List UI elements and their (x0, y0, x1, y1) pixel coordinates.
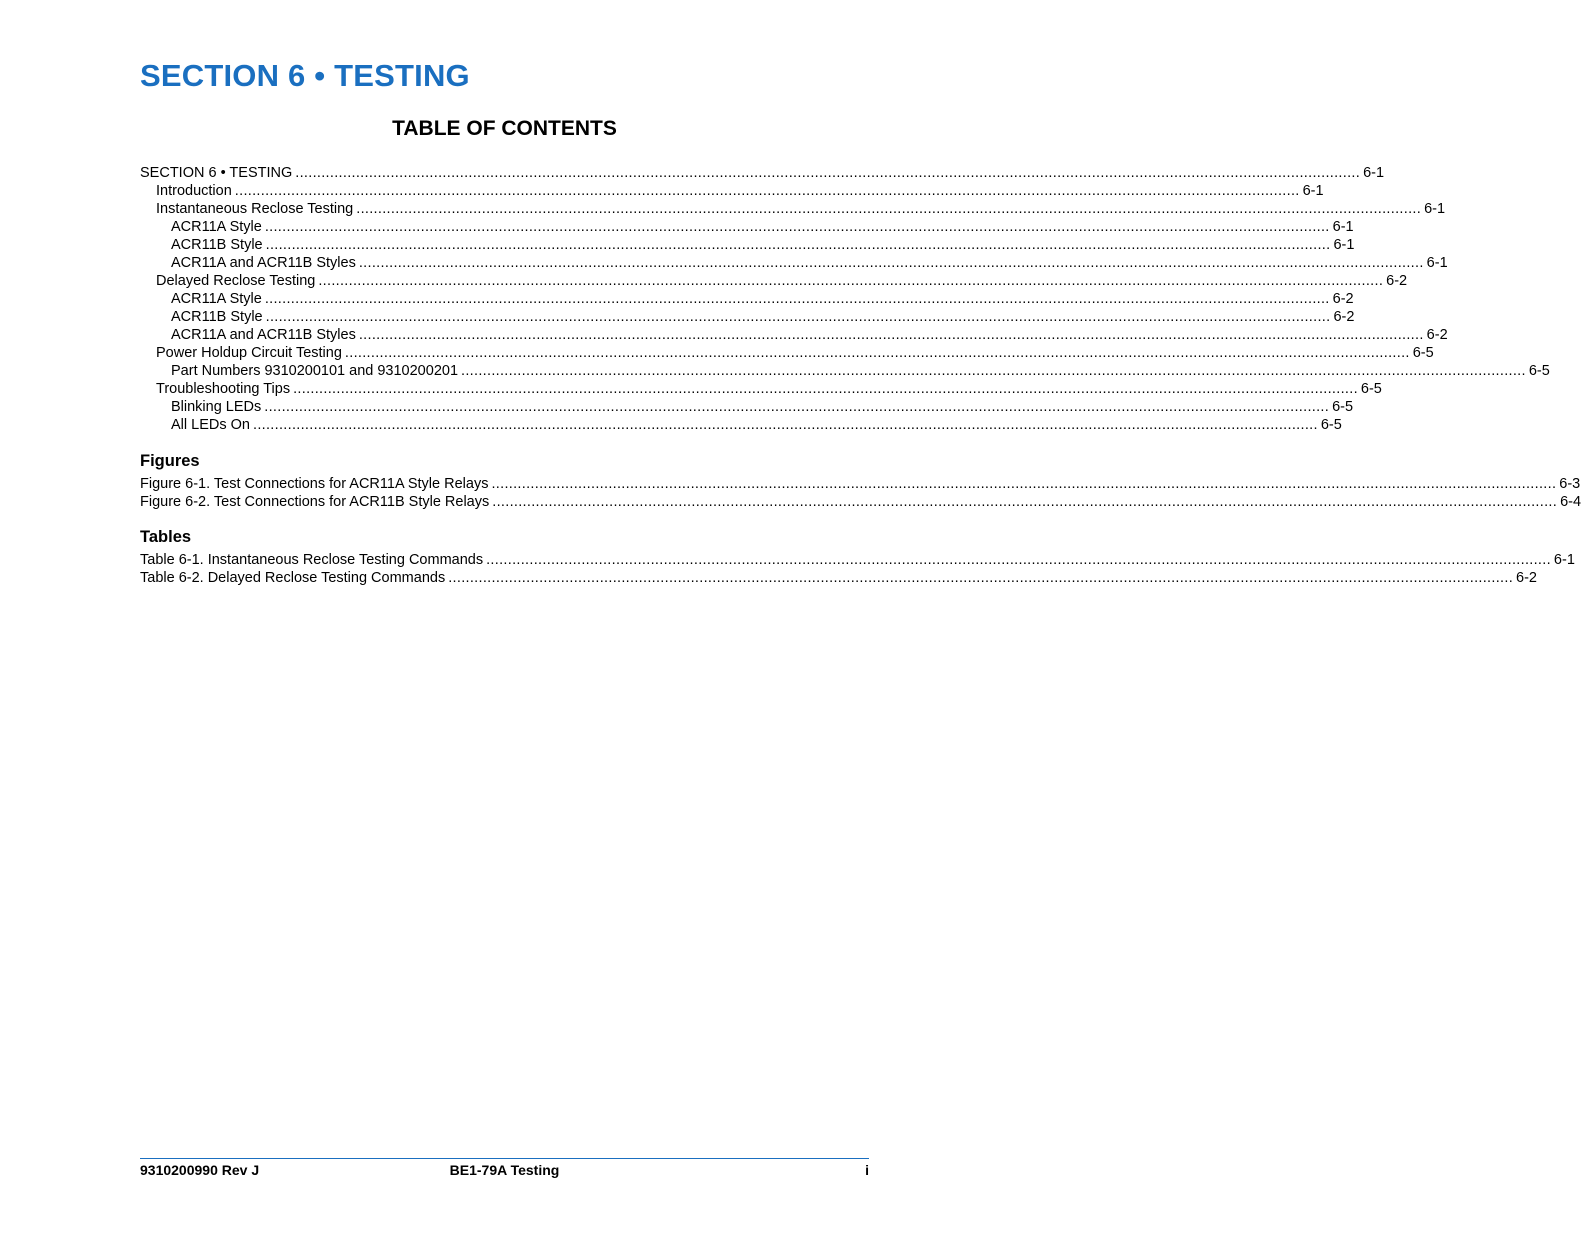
dot-leader: ...................................................................................................................................................................................................................................................... (461, 363, 1526, 379)
toc-entry[interactable] (140, 200, 1446, 218)
dot-leader: ...................................................................................................................................................................................................................................................... (295, 165, 1361, 181)
toc-entry-label: SECTION 6 • TESTING (140, 165, 293, 181)
toc-entry-label: Power Holdup Circuit Testing (156, 345, 342, 361)
footer-page-number: i (865, 1162, 869, 1178)
toc-entry-label: Part Numbers 9310200101 and 9310200201 (171, 363, 459, 379)
toc-entry-page: 6-2 (1426, 327, 1448, 343)
figures-heading: Figures (140, 452, 200, 470)
toc-entry-page: 6-2 (1333, 309, 1355, 325)
toc-entry-label: ACR11A Style (171, 291, 262, 307)
table-entry-label: Table 6-2. Delayed Reclose Testing Commands (140, 570, 446, 586)
dot-leader: ...................................................................................................................................................................................................................................................... (265, 309, 1331, 325)
figure-entry[interactable] (140, 475, 1581, 493)
toc-entry[interactable] (140, 398, 1354, 416)
toc-title: TABLE OF CONTENTS (392, 117, 617, 140)
toc-entry-label: ACR11A and ACR11B Styles (171, 327, 356, 343)
toc-entry-page: 6-1 (1333, 237, 1355, 253)
dot-leader: ...................................................................................................................................................................................................................................................... (264, 399, 1330, 415)
footer-document-title: BE1-79A Testing (449, 1162, 560, 1178)
page-footer (140, 1158, 869, 1179)
dot-leader: ...................................................................................................................................................................................................................................................... (491, 476, 1557, 492)
toc-entry-label: Introduction (156, 183, 232, 199)
toc-entry[interactable] (140, 380, 1382, 398)
toc-entry[interactable] (140, 272, 1408, 290)
toc-entry[interactable] (140, 164, 1385, 182)
toc-entry-page: 6-5 (1528, 363, 1550, 379)
table-entry-page: 6-2 (1516, 570, 1537, 586)
toc-entry-page: 6-1 (1426, 255, 1448, 271)
dot-leader: ...................................................................................................................................................................................................................................................... (486, 552, 1551, 568)
figure-entry-page: 6-4 (1560, 494, 1581, 510)
dot-leader: ...................................................................................................................................................................................................................................................... (234, 183, 1300, 199)
dot-leader: ...................................................................................................................................................................................................................................................... (358, 327, 1424, 343)
toc-entry[interactable] (140, 362, 1550, 380)
toc-entry-label: ACR11B Style (171, 237, 263, 253)
table-entry-page: 6-1 (1553, 552, 1575, 568)
table-entry-label: Table 6-1. Instantaneous Reclose Testing Commands (140, 552, 484, 568)
toc-entry-label: Instantaneous Reclose Testing (156, 201, 354, 217)
dot-leader: ...................................................................................................................................................................................................................................................... (448, 570, 1514, 586)
toc-entry-label: Blinking LEDs (171, 399, 262, 415)
dot-leader: ...................................................................................................................................................................................................................................................... (252, 417, 1318, 433)
toc-entry[interactable] (140, 416, 1342, 434)
table-of-contents (140, 164, 1581, 587)
toc-entry[interactable] (140, 290, 1354, 308)
toc-entry-page: 6-2 (1386, 273, 1408, 289)
toc-entry-page: 6-5 (1332, 399, 1354, 415)
dot-leader: ...................................................................................................................................................................................................................................................... (264, 291, 1330, 307)
figures-list (140, 475, 1581, 511)
dot-leader: ...................................................................................................................................................................................................................................................... (358, 255, 1424, 271)
toc-entry-label: All LEDs On (171, 417, 250, 433)
toc-entry[interactable] (140, 344, 1434, 362)
toc-entry-label: Troubleshooting Tips (156, 381, 291, 397)
toc-entry-label: ACR11A and ACR11B Styles (171, 255, 356, 271)
toc-entry-page: 6-5 (1360, 381, 1382, 397)
tables-heading: Tables (140, 528, 192, 546)
dot-leader: ...................................................................................................................................................................................................................................................... (265, 237, 1331, 253)
toc-entry[interactable] (140, 236, 1355, 254)
figure-entry[interactable] (140, 493, 1581, 511)
table-entry[interactable] (140, 551, 1575, 569)
toc-entry-page: 6-1 (1332, 219, 1354, 235)
figure-entry-label: Figure 6-2. Test Connections for ACR11B Style Relays (140, 494, 490, 510)
footer-document-number: 9310200990 Rev J (140, 1162, 260, 1178)
dot-leader: ...................................................................................................................................................................................................................................................... (492, 494, 1558, 510)
tables-list (140, 551, 1575, 587)
dot-leader: ...................................................................................................................................................................................................................................................... (293, 381, 1358, 397)
toc-entry-label: Delayed Reclose Testing (156, 273, 316, 289)
figure-entry-label: Figure 6-1. Test Connections for ACR11A Style Relays (140, 476, 489, 492)
toc-entry-page: 6-5 (1320, 417, 1342, 433)
toc-entry[interactable] (140, 182, 1324, 200)
dot-leader: ...................................................................................................................................................................................................................................................... (264, 219, 1330, 235)
figure-entry-page: 6-3 (1559, 476, 1581, 492)
toc-entry[interactable] (140, 326, 1448, 344)
toc-entry-page: 6-5 (1412, 345, 1434, 361)
toc-entry-page: 6-1 (1363, 165, 1385, 181)
section-title: SECTION 6 • TESTING (140, 58, 470, 93)
toc-entry-label: ACR11B Style (171, 309, 263, 325)
dot-leader: ...................................................................................................................................................................................................................................................... (356, 201, 1422, 217)
toc-entry-page: 6-1 (1424, 201, 1446, 217)
dot-leader: ...................................................................................................................................................................................................................................................... (344, 345, 1410, 361)
toc-entries (140, 164, 1550, 434)
toc-entry-page: 6-1 (1302, 183, 1324, 199)
toc-entry[interactable] (140, 308, 1355, 326)
toc-entry[interactable] (140, 218, 1354, 236)
toc-entry-label: ACR11A Style (171, 219, 262, 235)
dot-leader: ...................................................................................................................................................................................................................................................... (318, 273, 1384, 289)
table-entry[interactable] (140, 569, 1537, 587)
toc-entry-page: 6-2 (1332, 291, 1354, 307)
toc-entry[interactable] (140, 254, 1448, 272)
